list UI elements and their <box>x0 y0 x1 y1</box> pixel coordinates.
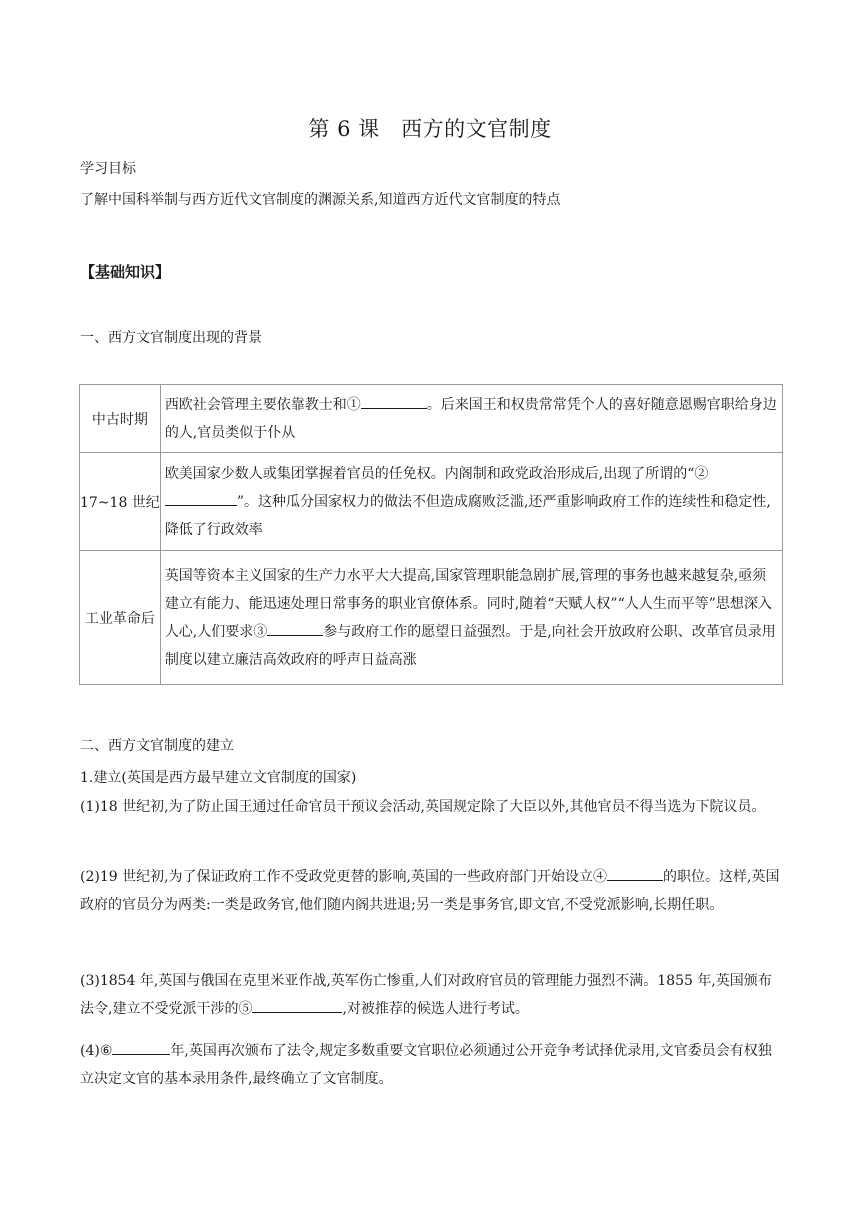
fill-blank-6[interactable] <box>112 1040 170 1055</box>
section-basic-knowledge: 【基础知识】 <box>80 263 171 281</box>
fill-blank-2[interactable] <box>165 491 237 506</box>
background-table <box>79 384 783 685</box>
paragraph-item-2: (2)19 世纪初,为了保证政府工作不受政党更替的影响,英国的一些政府部门开始设立④ 的职位。这样,英国政府的官员分为两类:一类是政务官,他们随内阁共进退;另一类是事务官,即文官,不受党派影响,长期任职。 <box>80 863 780 919</box>
objective-text: 了解中国科举制与西方近代文官制度的渊源关系,知道西方近代文官制度的特点 <box>80 192 561 208</box>
fill-blank-4[interactable] <box>607 866 663 881</box>
period-cell: 17~18 世纪 <box>80 453 161 551</box>
period-cell: 中古时期 <box>80 385 161 453</box>
content-cell: 欧美国家少数人或集团掌握着官员的任免权。内阁制和政党政治形成后,出现了所谓的“②”。这种瓜分国家权力的做法不但造成腐败泛滥,还严重影响政府工作的连续性和稳定性,降低了行政效率 <box>160 453 782 551</box>
paragraph-item-4: (4)⑥ 年,英国再次颁布了法令,规定多数重要文官职位必须通过公开竞争考试择优录用,文官委员会有权独立决定文官的基本录用条件,最终确立了文官制度。 <box>80 1037 780 1093</box>
subheading-establish: 1.建立(英国是西方最早建立文官制度的国家) <box>80 770 357 786</box>
fill-blank-3[interactable] <box>267 621 323 636</box>
lesson-title: 第 6 课 西方的文官制度 <box>308 117 552 141</box>
heading-background: 一、西方文官制度出现的背景 <box>80 330 262 346</box>
table-row <box>80 551 783 685</box>
content-cell: 英国等资本主义国家的生产力水平大大提高,国家管理职能急剧扩展,管理的事务也越来越复杂,亟须建立有能力、能迅速处理日常事务的职业官僚体系。同时,随着“天赋人权”“人人生而平等”思想深入人心,人们要求③ 参与政府工作的愿望日益强烈。于是,向社会开放政府公职、改革官员录用制度以建立廉洁高效政府的呼声日益高涨 <box>160 551 782 685</box>
heading-establishment: 二、西方文官制度的建立 <box>80 738 234 754</box>
period-cell: 工业革命后 <box>80 551 161 685</box>
fill-blank-1[interactable] <box>361 394 427 409</box>
content-cell: 西欧社会管理主要依靠教士和① 。后来国王和权贵常常凭个人的喜好随意恩赐官职给身边的人,官员类似于仆从 <box>160 385 782 453</box>
table-row <box>80 385 783 453</box>
paragraph-item-1: (1)18 世纪初,为了防止国王通过任命官员干预议会活动,英国规定除了大臣以外,其他官员不得当选为下院议员。 <box>80 799 766 815</box>
table-row <box>80 453 783 551</box>
paragraph-item-3: (3)1854 年,英国与俄国在克里米亚作战,英军伤亡惨重,人们对政府官员的管理能力强烈不满。1855 年,英国颁布法令,建立不受党派干涉的⑤ ,对被推荐的候选人进行考试。 <box>80 973 772 1017</box>
objective-heading: 学习目标 <box>80 161 136 177</box>
fill-blank-5[interactable] <box>252 998 342 1013</box>
